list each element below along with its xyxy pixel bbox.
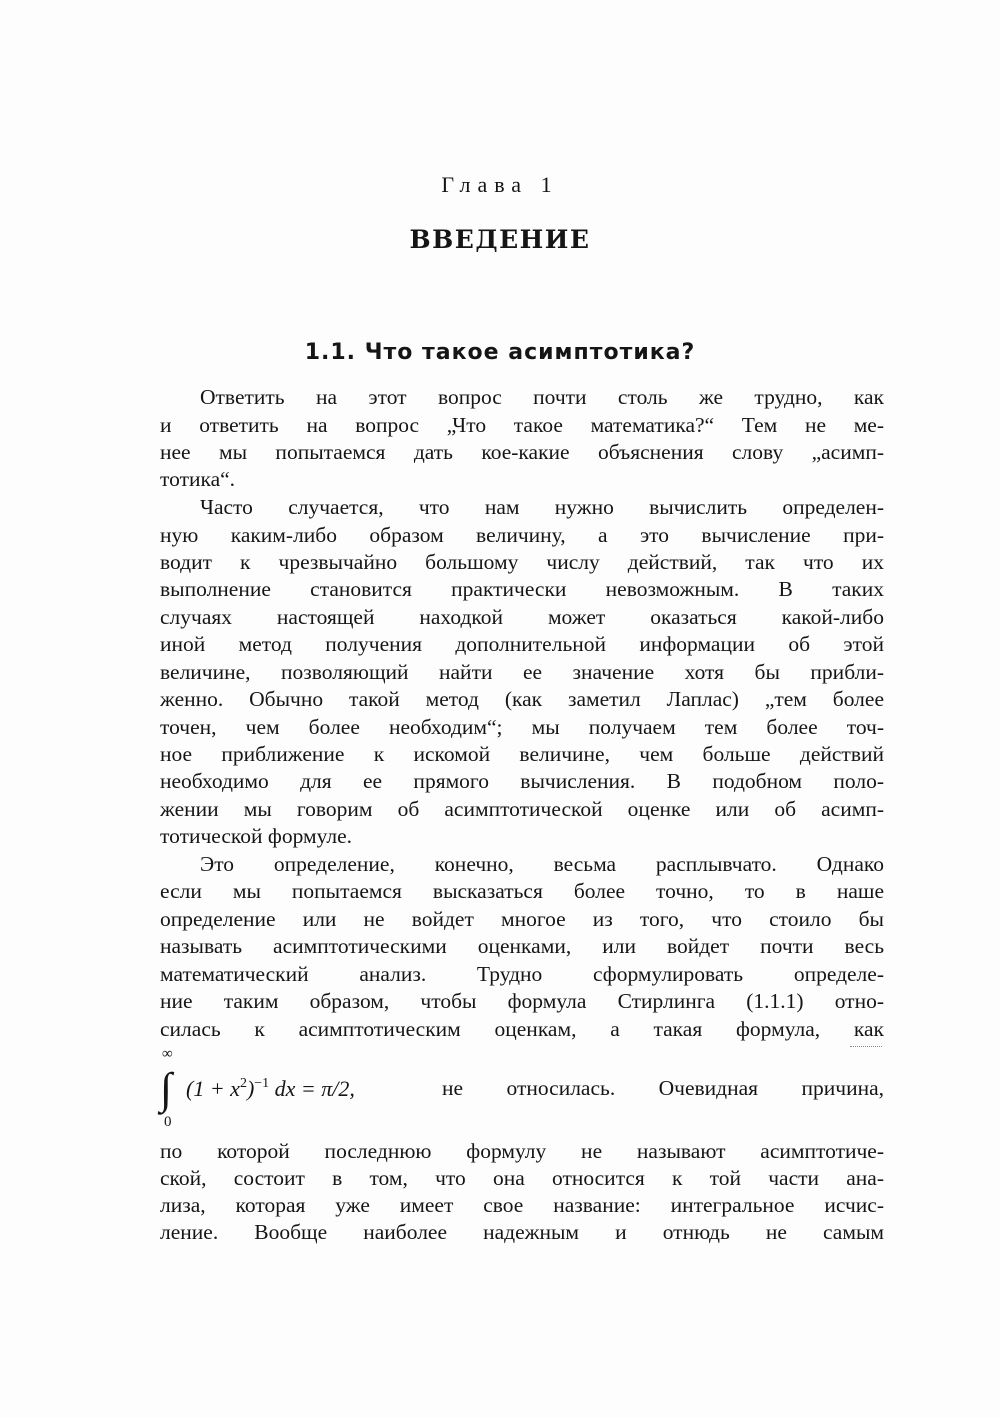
text-line: случаях настоящей находкой может оказаться какой-либо — [160, 605, 884, 629]
integrand-close: ) — [246, 1076, 255, 1101]
text-line: ное приближение к искомой величине, чем больше действий — [160, 742, 884, 766]
text-line: лиза, которая уже имеет свое название: интегральное исчис- — [160, 1193, 884, 1217]
text-line: Это определение, конечно, весьма расплывчато. Однако — [200, 852, 884, 876]
exponent-minus-one: −1 — [254, 1076, 270, 1091]
text-line: ской, состоит в том, что она относится к той части ана- — [160, 1166, 884, 1190]
text-line: необходимо для ее прямого вычисления. В подобном поло- — [160, 769, 884, 793]
integrand-open: (1 + x — [186, 1076, 240, 1101]
integral-upper-limit: ∞ — [162, 1046, 173, 1062]
text-line: Часто случается, что нам нужно вычислить определен- — [200, 495, 884, 519]
text-line: силась к асимптотическим оценкам, а такая формула, как — [160, 1017, 884, 1041]
text-line: ную каким-либо образом величину, а это вычисление при- — [160, 523, 884, 547]
text-line: нее мы попытаемся дать кое-какие объяснения слову „асимп- — [160, 440, 884, 464]
text-line: математический анализ. Трудно сформулировать определе- — [160, 962, 884, 986]
text-line: ление. Вообще наиболее надежным и отнюдь не самым — [160, 1220, 884, 1244]
text-line: выполнение становится практически невозможным. В таких — [160, 577, 884, 601]
text-line: Ответить на этот вопрос почти столь же трудно, как — [200, 385, 884, 409]
integrand-rest: dx = π/2, — [269, 1076, 355, 1101]
text-line: и ответить на вопрос „Что такое математика?“ Тем не ме- — [160, 413, 884, 437]
text-line: величине, позволяющий найти ее значение хотя бы прибли- — [160, 660, 884, 684]
ink-mark — [850, 1046, 882, 1049]
text-line: ние таким образом, чтобы формула Стирлинга (1.1.1) отно- — [160, 989, 884, 1013]
text-line: женно. Обычно такой метод (как заметил Лаплас) „тем более — [160, 687, 884, 711]
text-line: если мы попытаемся высказаться более точно, то в наше — [160, 879, 884, 903]
text-line: тотика“. — [160, 467, 236, 491]
text-line: водит к чрезвычайно большому числу действий, так что их — [160, 550, 884, 574]
integrand — [186, 1076, 355, 1102]
formula-trailing-text: не относилась. Очевидная причина, — [442, 1076, 884, 1100]
text-line: точен, чем более необходим“; мы получаем тем более точ- — [160, 715, 884, 739]
text-line: определение или не войдет многое из того, что стоило бы — [160, 907, 884, 931]
text-line: иной метод получения дополнительной информации об этой — [160, 632, 884, 656]
text-line: называть асимптотическими оценками, или войдет почти весь — [160, 934, 884, 958]
chapter-title: ВВЕДЕНИЕ — [409, 225, 591, 254]
text-line: тотической формуле. — [160, 824, 353, 848]
section-title: 1.1. Что такое асимптотика? — [304, 340, 696, 365]
exponent-two: 2 — [239, 1076, 247, 1091]
text-line: жении мы говорим об асимптотической оценке или об асимп- — [160, 797, 884, 821]
text-line: по которой последнюю формулу не называют асимптотиче- — [160, 1139, 884, 1163]
integral-sign: ∫ — [160, 1064, 173, 1113]
chapter-label: Глава 1 — [441, 172, 559, 197]
integral-lower-limit: 0 — [164, 1114, 172, 1130]
integral-formula — [160, 1046, 884, 1136]
